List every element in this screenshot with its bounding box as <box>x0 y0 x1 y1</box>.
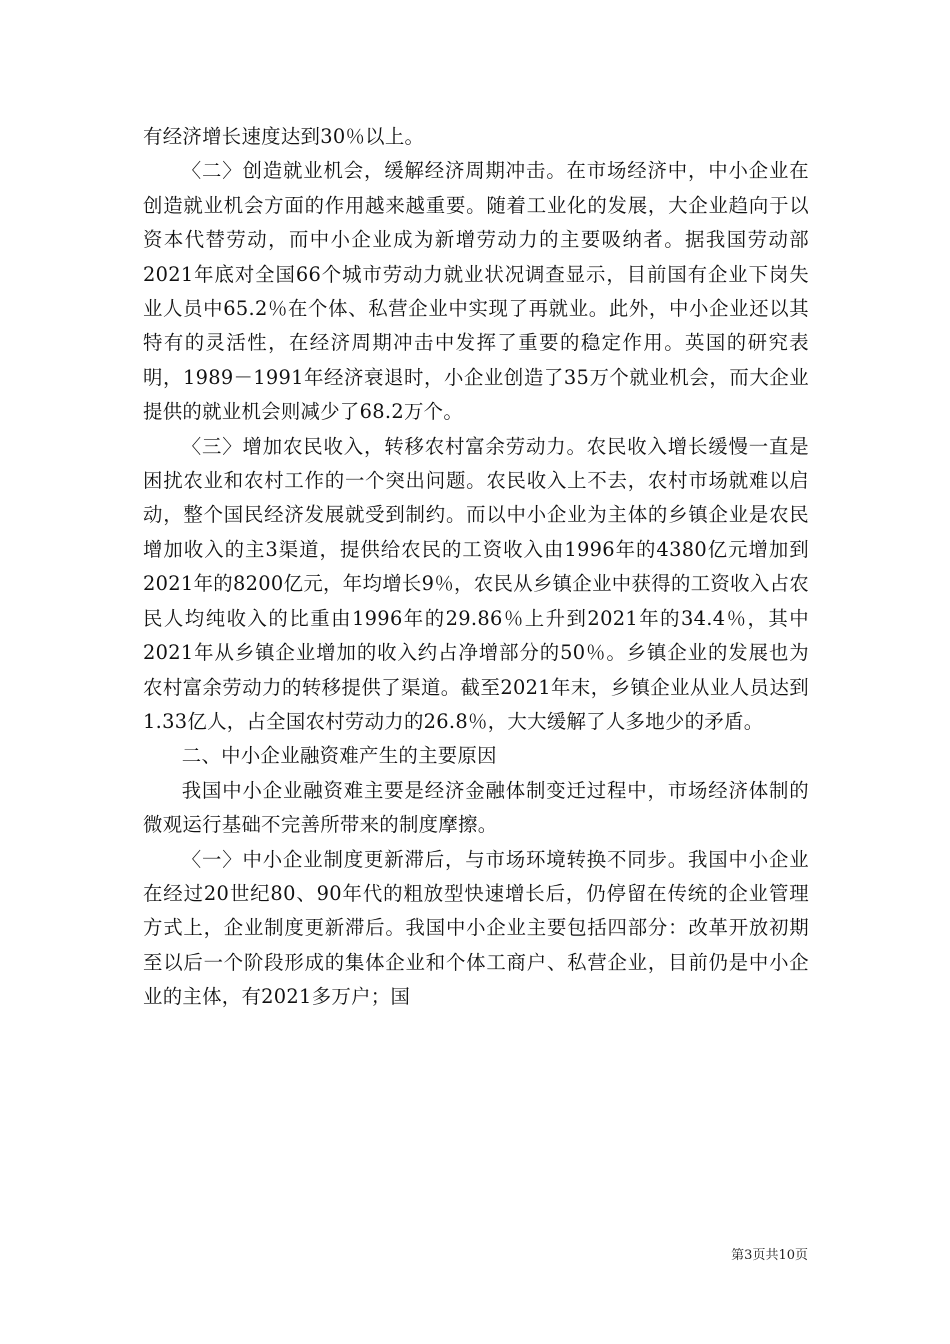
section-heading: 二、中小企业融资难产生的主要原因 <box>181 744 497 768</box>
paragraph-enterprise-system: 〈一〉中小企业制度更新滞后，与市场环境转换不同步。我国中小企业在经过20世纪80、90年代的粗放型快速增长后，仍停留在传统的企业管理方式上，企业制度更新滞后。我国中小企业主要包括四部分：改革开放初期至以后一个阶段形成的集体企业和个体工商户、私营企业，目前仍是中小企业的主体，有2021多万户；国 <box>143 847 809 1009</box>
paragraph-continuation: 有经济增长速度达到30％以上。 <box>143 125 425 148</box>
paragraph-farmer-income: 〈三〉增加农民收入，转移农村富余劳动力。农民收入增长缓慢一直是困扰农业和农村工作的一个突出问题。农民收入上不去，农村市场就难以启动，整个国民经济发展就受到制约。而以中小企业为主体的乡镇企业是农民增加收入的主3渠道，提供给农民的工资收入由1996年的4380亿元增加到2021年的8200亿元，年均增长9％，农民从乡镇企业中获得的工资收入占农民人均纯收入的比重由1996年的29.86％上升到2021年的34.4％，其中2021年从乡镇企业增加的收入约占净增部分的50％。乡镇企业的发展也为农村富余劳动力的转移提供了渠道。截至2021年末，乡镇企业从业人员达到1.33亿人，占全国农村劳动力的26.8％，大大缓解了人多地少的矛盾。 <box>143 434 809 733</box>
paragraph-financing-cause: 我国中小企业融资难主要是经济金融体制变迁过程中，市场经济体制的微观运行基础不完善所带来的制度摩擦。 <box>143 778 809 837</box>
paragraph-employment: 〈二〉创造就业机会，缓解经济周期冲击。在市场经济中，中小企业在创造就业机会方面的作用越来越重要。随着工业化的发展，大企业趋向于以资本代替劳动，而中小企业成为新增劳动力的主要吸纳者。据我国劳动部2021年底对全国66个城市劳动力就业状况调查显示，目前国有企业下岗失业人员中65.2％在个体、私营企业中实现了再就业。此外，中小企业还以其特有的灵活性，在经济周期冲击中发挥了重要的稳定作用。英国的研究表明，1989－1991年经济衰退时，小企业创造了35万个就业机会，而大企业提供的就业机会则减少了68.2万个。 <box>143 159 809 424</box>
page-number-footer: 第3页共10页 <box>731 1248 808 1263</box>
document-body <box>143 120 809 1015</box>
